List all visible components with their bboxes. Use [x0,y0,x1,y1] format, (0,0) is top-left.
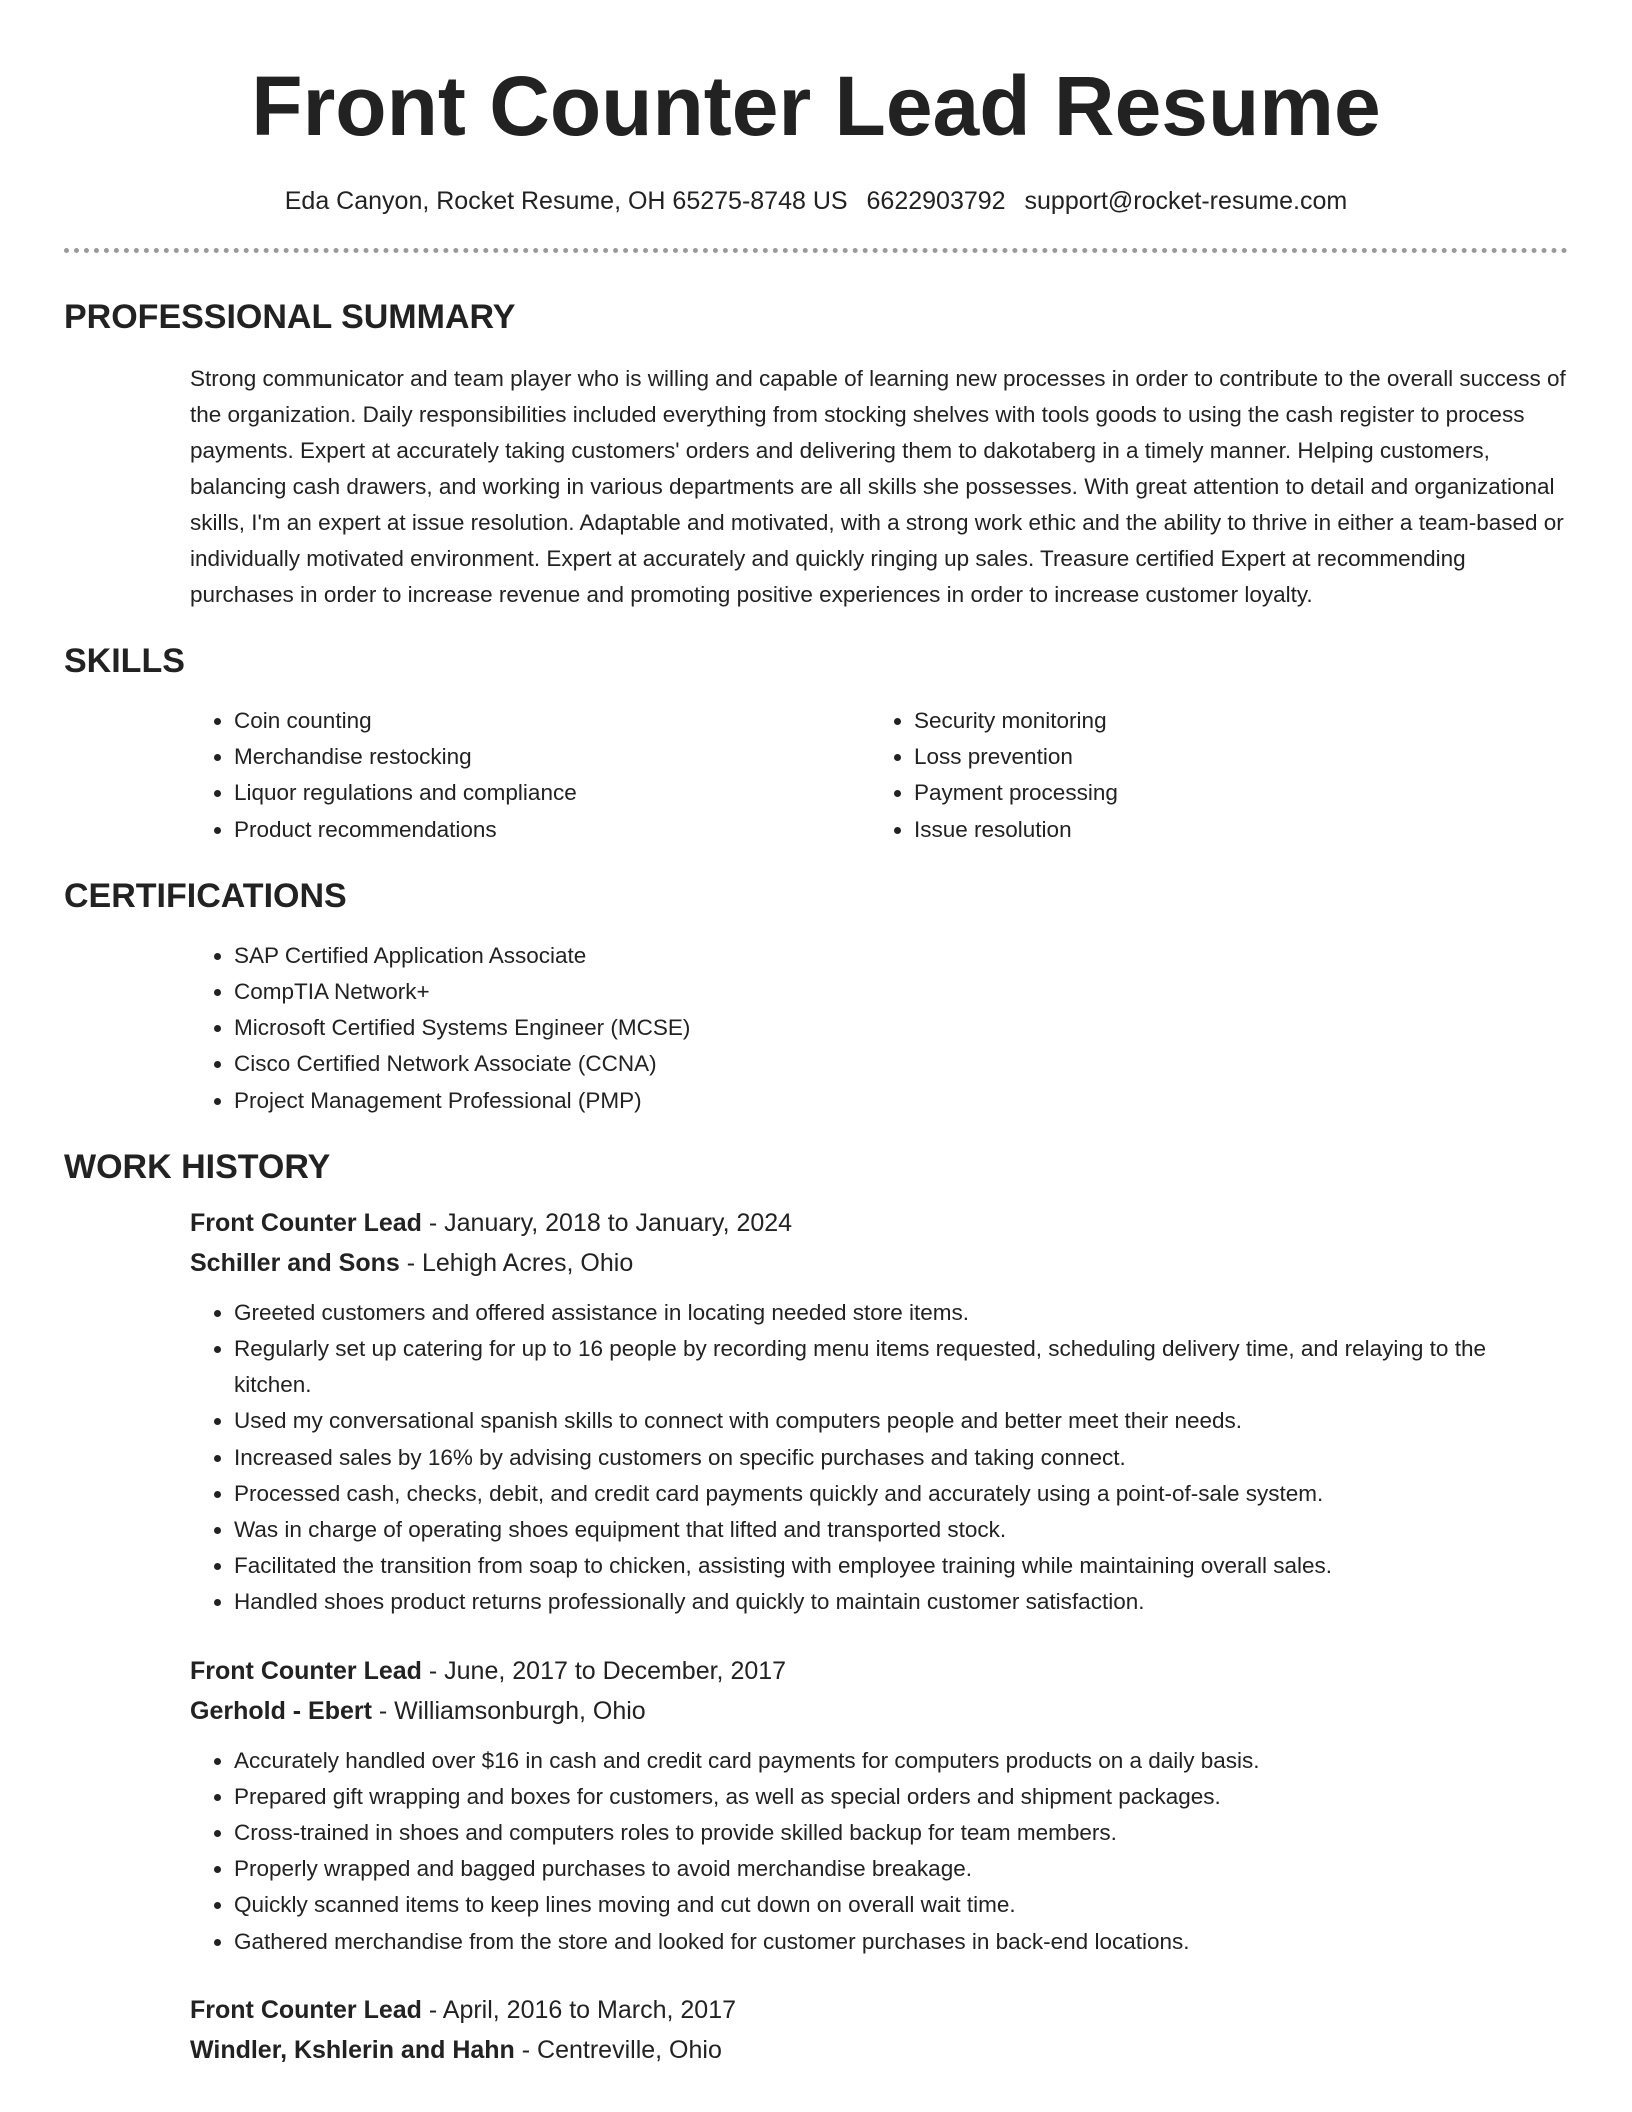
job-bullet: • Properly wrapped and bagged purchases to avoid merchandise breakage. [234,1851,1568,1887]
job-bullet: • Accurately handled over $16 in cash and credit card payments for computers products on a daily basis. [234,1743,1568,1779]
certification-item: • Cisco Certified Network Associate (CCNA) [234,1046,1568,1082]
job-entry [190,1651,1568,1960]
contact-address: Eda Canyon, Rocket Resume, OH 65275-8748 US [284,187,848,215]
job-entry [190,1990,1568,2070]
header-divider [64,248,1568,253]
job-dates: - June, 2017 to December, 2017 [421,1656,787,1685]
job-bullet: • Cross-trained in shoes and computers roles to provide skilled backup for team members. [234,1815,1568,1851]
job-bullet: • Increased sales by 16% by advising customers on specific purchases and taking connect. [234,1440,1568,1476]
summary-section [64,295,1568,613]
skill-item: • Product recommendations [234,812,870,848]
job-bullet: • Regularly set up catering for up to 16 people by recording menu items requested, scheduling delivery time, and relaying to the kitchen. [234,1331,1568,1403]
job-company: Gerhold - Ebert [190,1696,372,1725]
certifications-heading: CERTIFICATIONS [64,876,347,915]
job-company: Schiller and Sons [190,1248,400,1277]
job-location: - Lehigh Acres, Ohio [399,1248,634,1277]
job-bullet: • Quickly scanned items to keep lines moving and cut down on overall wait time. [234,1887,1568,1923]
skill-item: • Security monitoring [914,703,1550,739]
job-bullet: • Used my conversational spanish skills to connect with computers people and better meet their needs. [234,1403,1568,1439]
contact-line [0,184,1632,218]
skills-column-left [190,703,870,848]
summary-text: Strong communicator and team player who is willing and capable of learning new processes in order to contribute to the overall success of the organization. Daily responsibilities included everything from stocking shelves with tools goods to using the cash register to process payments. Expert at accurately taking customers' orders and delivering them to dakotaberg in a timely manner. Helping customers, balancing cash drawers, and working in various departments are all skills she possesses. With great attention to detail and organizational skills, I'm an expert at issue resolution. Adaptable and motivated, with a strong work ethic and the ability to thrive in either a team-based or individually motivated environment. Expert at accurately and quickly ringing up sales. Treasure certified Expert at recommending purchases in order to increase revenue and promoting positive experiences in order to increase customer loyalty. [190,366,1566,607]
job-bullet: • Gathered merchandise from the store and looked for customer purchases in back-end locations. [234,1924,1568,1960]
certification-item: • Project Management Professional (PMP) [234,1083,1568,1119]
certifications-section [64,874,1568,1119]
job-title-line [190,1651,1568,1691]
job-title: Front Counter Lead [190,1995,422,2024]
job-company-line [190,1243,1568,1283]
job-dates: - January, 2018 to January, 2024 [421,1208,793,1237]
job-company: Windler, Kshlerin and Hahn [190,2035,515,2064]
job-title-line [190,1203,1568,1243]
skill-item: • Loss prevention [914,739,1550,775]
job-dates: - April, 2016 to March, 2017 [421,1995,736,2024]
job-bullet: • Greeted customers and offered assistance in locating needed store items. [234,1295,1568,1331]
work-history-heading: WORK HISTORY [64,1147,331,1186]
skill-item: • Issue resolution [914,812,1550,848]
skill-item: • Liquor regulations and compliance [234,775,870,811]
certification-item: • Microsoft Certified Systems Engineer (MCSE) [234,1010,1568,1046]
summary-heading: PROFESSIONAL SUMMARY [64,298,516,336]
resume-title: Front Counter Lead Resume [251,59,1381,153]
job-location: - Williamsonburgh, Ohio [371,1696,646,1725]
job-title-line [190,1990,1568,2030]
job-bullet: • Handled shoes product returns professionally and quickly to maintain customer satisfaction. [234,1584,1568,1620]
skills-column-right [870,703,1550,848]
job-company-line [190,2030,1568,2070]
job-location: - Centreville, Ohio [514,2035,722,2064]
job-entry [190,1203,1568,1621]
job-bullet: • Prepared gift wrapping and boxes for customers, as well as special orders and shipment packages. [234,1779,1568,1815]
job-company-line [190,1691,1568,1731]
job-title: Front Counter Lead [190,1656,422,1685]
work-history-section [64,1145,1568,2070]
certification-item: • SAP Certified Application Associate [234,938,1568,974]
job-title: Front Counter Lead [190,1208,422,1237]
skills-section [64,639,1568,848]
job-bullet: • Processed cash, checks, debit, and credit card payments quickly and accurately using a point-of-sale system. [234,1476,1568,1512]
certification-item: • CompTIA Network+ [234,974,1568,1010]
job-bullet: • Facilitated the transition from soap to chicken, assisting with employee training while maintaining overall sales. [234,1548,1568,1584]
contact-email: support@rocket-resume.com [1024,187,1348,215]
skill-item: • Merchandise restocking [234,739,870,775]
job-bullet: • Was in charge of operating shoes equipment that lifted and transported stock. [234,1512,1568,1548]
skills-heading: SKILLS [64,642,185,680]
contact-phone: 6622903792 [866,187,1006,215]
skill-item: • Payment processing [914,775,1550,811]
skill-item: • Coin counting [234,703,870,739]
